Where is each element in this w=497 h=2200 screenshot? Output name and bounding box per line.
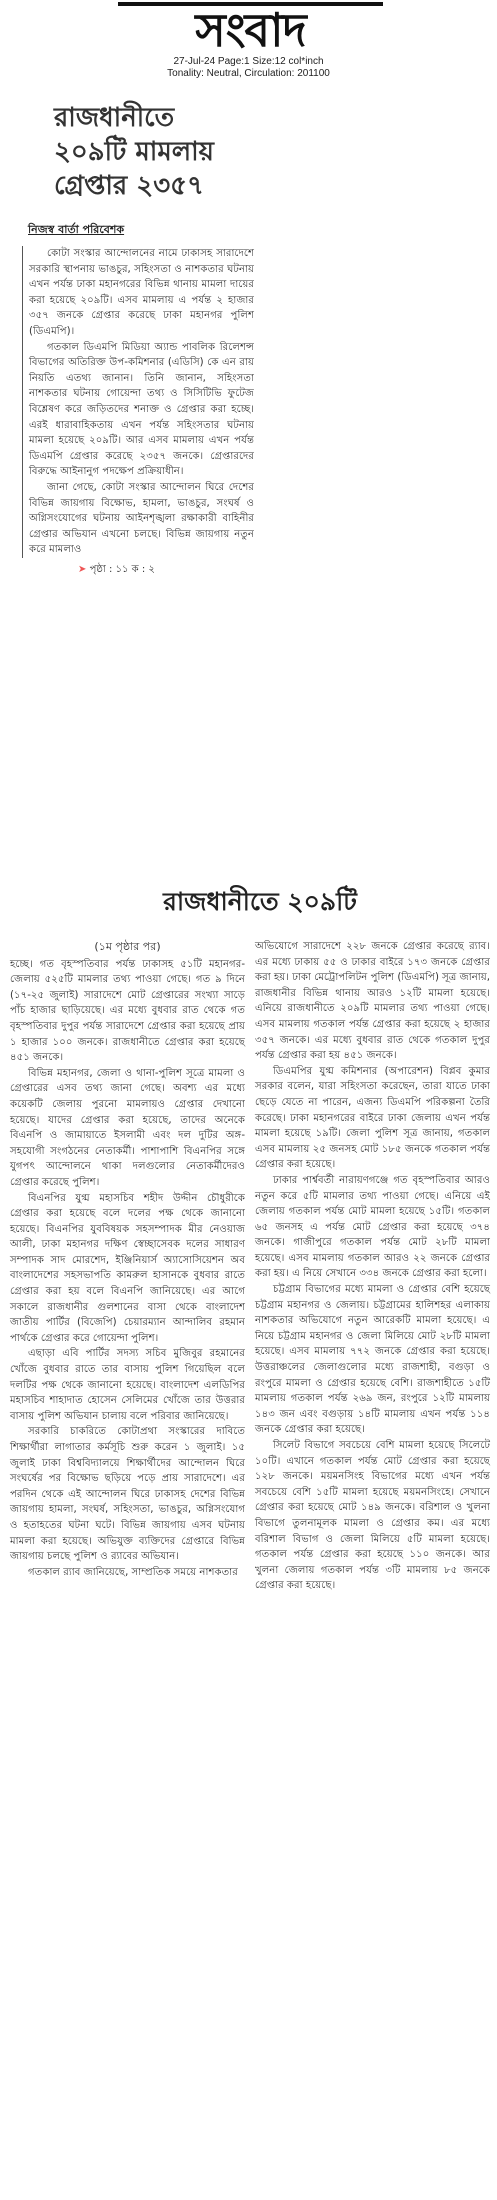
left-column [10,939,245,1594]
paragraph: সিলেট বিভাগে সবচেয়ে বেশি মামলা হয়েছে সিলেটে ১০টি। এখানে গতকাল পর্যন্ত মোট গ্রেপ্তার করা হয়েছে ১২৮ জনকে। ময়মনসিংহ বিভাগের মধ্যে এখন পর্যন্ত সবচেয়ে বেশি ১৫টি মামলা হয়েছে ময়মনসিংহে। সেখানে গ্রেপ্তার করা হয়েছে মোট ১৪৯ জনকে। বরিশাল ও খুলনা বিভাগে তুলনামূলক মামলা ও গ্রেপ্তার কম। এর মধ্যে বরিশাল বিভাগ ও জেলা মিলিয়ে ৫টি মামলা হয়েছে। গতকাল পর্যন্ত গ্রেপ্তার করা হয়েছে ১১০ জনকে। আর খুলনা জেলায় গতকাল পর্যন্ত ৩টি মামলায় ৮৫ জনকে গ্রেপ্তার করা হয়েছে। [255,1440,490,1592]
front-page-article [14,95,254,579]
continued-page-ref: পৃষ্ঠা : ১১ ক : ২ [89,563,155,575]
paragraph: বিভিন্ন মহানগর, জেলা ও থানা-পুলিশ সূত্রে মামলা ও গ্রেপ্তারের এসব তথ্য জানা গেছে। অবশ্য এর মধ্যে কয়েকটি জেলায় পুরনো মামলায়ও গ্রেপ্তার দেখানো হয়েছে। যাদের গ্রেপ্তার করা হয়েছে, তাদের অনেকে বিএনপি ও জামায়াতে ইসলামী এবং দল দুটির অঙ্গ-সহযোগী সংগঠনের নেতাকর্মী। পাশাপাশি বিএনপির সঙ্গে যুগপৎ আন্দোলনে থাকা দলগুলোর নেতাকর্মীদেরও গ্রেপ্তার করেছে পুলিশ। [10,1067,245,1188]
paragraph: হচ্ছে। গত বৃহস্পতিবার পর্যন্ত ঢাকাসহ ৫১টি মহানগর-জেলায় ৫২৫টি মামলার তথ্য পাওয়া গেছে। গত ৯ দিনে (১৭-২৫ জুলাই) সারাদেশে মোট গ্রেপ্তারের সংখ্যা সাড়ে পাঁচ হাজার ছাড়িয়েছে। এর মধ্যে বুধবার রাত থেকে গত বৃহস্পতিবার দুপুর পর্যন্ত সারাদেশে গ্রেপ্তার করা হয়েছে প্রায় ১ হাজার ১০০ জনকে। রাজধানীতে গ্রেপ্তার করা হয়েছে ৪৫১ জনকে। [10,958,245,1064]
newspaper-logo: সংবাদ [118,2,383,50]
article-body [22,246,254,558]
paragraph: ঢাকার পার্শ্ববর্তী নারায়ণগঞ্জে গত বৃহস্পতিবার আরও নতুন করে ৫টি মামলার তথ্য পাওয়া গেছে। এনিয়ে এই জেলায় গতকাল পর্যন্ত মোট মামলা হয়েছে ১৫টি। গতকাল ৬৫ জনসহ এ পর্যন্ত মোট গ্রেপ্তার করা হয়েছে ৩৭৪ জনকে। গাজীপুরে গতকাল পর্যন্ত মোট ২৮টি মামলা হয়েছে। এসব মামলায় গতকাল আরও ২২ জনকে গ্রেপ্তার করা হয়। এ নিয়ে সেখানে ৩৩৪ জনকে গ্রেপ্তার করা হলো। [255,1174,490,1280]
paragraph: কোটা সংস্কার আন্দোলনের নামে ঢাকাসহ সারাদেশে সরকারি স্থাপনায় ভাঙচুর, সহিংসতা ও নাশকতার ঘটনায় এখন পর্যন্ত ঢাকা মহানগরের বিভিন্ন থানায় মামলা দায়ের করা হয়েছে ২০৯টি। এসব মামলায় এ পর্যন্ত ২ হাজার ৩৫৭ জনকে গ্রেপ্তার করেছে ঢাকা মহানগর পুলিশ (ডিএমপি)। [29,248,254,337]
paragraph: এছাড়া এবি পার্টির সদস্য সচিব মুজিবুর রহমানের খোঁজে বুধবার রাতে তার বাসায় পুলিশ গিয়েছিল বলে দলটির পক্ষ থেকে জানানো হয়েছে। বাংলাদেশ এলডিপির মহাসচিব শাহাদাত হোসেন সেলিমের খোঁজে তার উত্তরার বাসায় পুলিশ অভিযান চালায় বলে পরিবার জানিয়েছে। [10,1348,245,1422]
article-headline: রাজধানীতে ২০৯টি মামলায় গ্রেপ্তার ২৩৫৭ [54,103,214,201]
arrow-icon: ➤ [78,563,87,575]
article-columns [10,939,490,1594]
paragraph: বিএনপির যুগ্ম মহাসচিব শহীদ উদ্দীন চৌধুরীকে গ্রেপ্তার করা হয়েছে বলে দলের পক্ষ থেকে জানানো হয়েছে। বিএনপির যুববিষয়ক সহসম্পাদক মীর নেওয়াজ আলী, ঢাকা মহানগর দক্ষিণ স্বেচ্ছাসেবক দলের সাধারণ সম্পাদক সাদ মোরশেদ, ইঞ্জিনিয়ার্স অ্যাসোসিয়েশন অব বাংলাদেশের সহসভাপতি কামরুল হাসানকে বুধবার রাতে গ্রেপ্তার করা হয় বলে বিএনপি জানিয়েছে। এর আগে সকালে রাজধানীর গুলশানের বাসা থেকে বাংলাদেশ জাতীয় পার্টির (বিজেপি) চেয়ারম্যান আন্দালিব রহমান পার্থকে গ্রেপ্তার করে গোয়েন্দা পুলিশ। [10,1192,245,1344]
byline: নিজস্ব বার্তা পরিবেশক [28,223,125,236]
paragraph: চট্টগ্রাম বিভাগের মধ্যে মামলা ও গ্রেপ্তার বেশি হয়েছে চট্টগ্রাম মহানগর ও জেলায়। চট্টগ্রামের হালিশহর এলাকায় নাশকতার অভিযোগে নতুন আরেকটি মামলা হয়েছে। এ নিয়ে চট্টগ্রাম মহানগর ও জেলা মিলিয়ে মোট ২৮টি মামলা হয়েছে। এসব মামলায় ৭৭২ জনকে গ্রেপ্তার করা হয়েছে। উত্তরাঞ্চলের জেলাগুলোর মধ্যে রাজশাহী, বগুড়া ও রংপুরে মামলা ও গ্রেপ্তার হয়েছে বেশি। রাজশাহীতে ১৫টি মামলায় গতকাল পর্যন্ত ২৬৯ জন, রংপুরে ১২টি মামলায় ১৪৩ জন এবং বগুড়ায় ১৪টি মামলায় এখন পর্যন্ত ১১৪ জনকে গ্রেপ্তার করা হয়েছে। [255,1284,490,1436]
continued-marker [78,562,254,579]
clipping-meta-date: 27-Jul-24 Page:1 Size:12 col*inch [173,56,324,67]
continued-from: (১ম পৃষ্ঠার পর) [94,940,161,953]
paragraph: গতকাল ডিএমপি মিডিয়া অ্যান্ড পাবলিক রিলেশন্স বিভাগের অতিরিক্ত উপ-কমিশনার (এডিসি) কে এন রায় নিয়তি এতথ্য জানান। তিনি জানান, সহিংসতা নাশকতার ঘটনায় গোয়েন্দা তথ্য ও সিসিটিভি ফুটেজ বিশ্লেষণ করে জড়িতদের শনাক্ত ও গ্রেপ্তার করা হচ্ছে। এরই ধারাবাহিকতায় এখন পর্যন্ত সহিংসতার ঘটনায় মামলা হয়েছে ২০৯টি। আর এসব মামলায় এখন পর্যন্ত ডিএমপি গ্রেপ্তার করেছে ২৩৫৭ জনকে। গ্রেপ্তারদের বিরুদ্ধে আইনানুগ পদক্ষেপ প্রক্রিয়াধীন। [29,341,254,478]
continuation-article [10,882,490,1594]
paragraph: জানা গেছে, কোটা সংস্কার আন্দোলন ঘিরে দেশের বিভিন্ন জায়গায় বিক্ষোভ, হামলা, ভাঙচুর, সংঘর্ষ ও অগ্নিসংযোগের ঘটনায় আইনশৃঙ্খলা রক্ষাকারী বাহিনীর গ্রেপ্তার অভিযান এখনো চলছে। বিভিন্ন জায়গায় নতুন করে মামলাও [29,481,254,556]
paragraph: ডিএমপির যুগ্ম কমিশনার (অপারেশন) বিপ্লব কুমার সরকার বলেন, যারা সহিংসতা করেছেন, তারা যাতে ঢাকা ছেড়ে যেতে না পারেন, এজন্য ডিএমপি পরিকল্পনা তৈরি করেছে। ঢাকা মহানগরের বাইরে ঢাকা জেলায় এখন পর্যন্ত মামলা হয়েছে ১৯টি। জেলা পুলিশ সূত্র জানায়, গতকাল এসব মামলায় ২৫ জনসহ মোট ১৮৫ জনকে গতকাল পর্যন্ত গ্রেপ্তার করা হয়েছে। [255,1065,490,1171]
right-column [255,939,490,1594]
paragraph: গতকাল র‌্যাব জানিয়েছে, সাম্প্রতিক সময়ে নাশকতার [28,1566,238,1578]
paragraph: অভিযোগে সারাদেশে ২২৮ জনকে গ্রেপ্তার করেছে র‌্যাব। এর মধ্যে ঢাকায় ৫৫ ও ঢাকার বাইরে ১৭৩ জনকে গ্রেপ্তার করা হয়। ঢাকা মেট্রোপলিটন পুলিশ (ডিএমপি) সূত্র জানায়, রাজধানীর বিভিন্ন থানায় আরও ১২টি মামলা হয়েছে। এনিয়ে রাজধানীতে ২০৯টি মামলার তথ্য পাওয়া গেছে। এসব মামলায় গতকাল পর্যন্ত গ্রেপ্তার করা হয়েছে ২ হাজার ৩৫৭ জনকে। এর মধ্যে বুধবার রাত থেকে গতকাল দুপুর পর্যন্ত গ্রেপ্তার করা হয় ৪৫১ জনকে। [255,941,490,1062]
clipping-meta-tonality: Tonality: Neutral, Circulation: 201100 [167,68,330,79]
continuation-headline: রাজধানীতে ২০৯টি [163,887,357,916]
paragraph: সরকারি চাকরিতে কোটাপ্রথা সংস্কারের দাবিতে শিক্ষার্থীরা লাগাতার কর্মসূচি শুরু করেন ১ জুলাই। ১৫ জুলাই ঢাকা বিশ্ববিদ্যালয়ে শিক্ষার্থীদের আন্দোলন ঘিরে সংঘর্ষের পর বিক্ষোভ ছড়িয়ে পড়ে প্রায় সারাদেশে। এর পরদিন থেকে এই আন্দোলন ঘিরে ঢাকাসহ দেশের বিভিন্ন জায়গায় হামলা, সংঘর্ষ, সহিংসতা, ভাঙচুর, অগ্নিসংযোগ ও হতাহতের ঘটনা ঘটে। বিভিন্ন জায়গায় এসব ঘটনায় মামলা করা হয়েছে। অভিযুক্ত ব্যক্তিদের গ্রেপ্তারে বিভিন্ন জায়গায় চলছে পুলিশ ও র‌্যাবের অভিযান। [10,1426,245,1563]
masthead [0,0,497,100]
